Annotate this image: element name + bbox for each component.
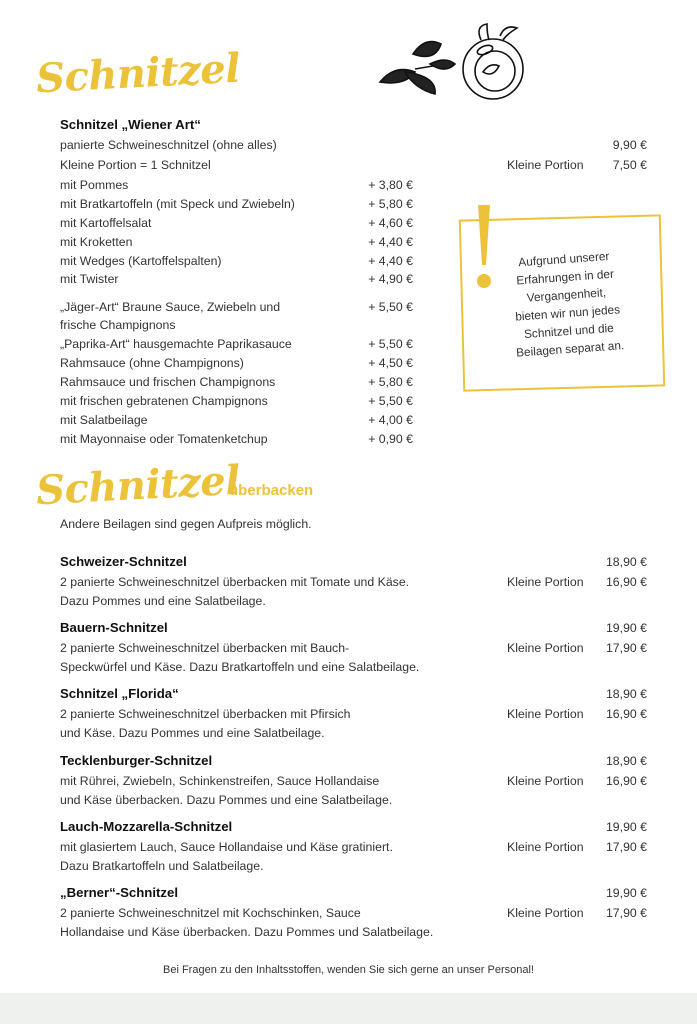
- small-portion-price: 16,90 €: [605, 774, 647, 788]
- extra-price: + 5,80 €: [368, 197, 413, 211]
- dish-desc: 2 panierte Schweineschnitzel überbacken mit Tomate und Käse.: [60, 575, 410, 589]
- footer-note: Bei Fragen zu den Inhaltsstoffen, wenden Sie sich gerne an unser Personal!: [163, 964, 534, 976]
- dish-desc: mit Rührei, Zwiebeln, Schinkenstreifen, Sauce Hollandaise: [60, 774, 380, 788]
- extra-price: + 4,40 €: [368, 235, 413, 249]
- extra-label: mit Wedges (Kartoffelspalten): [60, 254, 222, 268]
- sauce-label: mit frischen gebratenen Champignons: [60, 394, 268, 408]
- dish-name: Schnitzel „Florida“: [60, 686, 179, 701]
- small-portion-price: 16,90 €: [605, 575, 647, 589]
- small-portion-label: Kleine Portion: [507, 906, 584, 920]
- small-portion-label: Kleine Portion: [507, 575, 584, 589]
- dish-desc: panierte Schweineschnitzel (ohne alles): [60, 138, 277, 152]
- dish-desc: und Käse überbacken. Dazu Pommes und eine Salatbeilage.: [60, 793, 393, 807]
- extra-price: + 4,90 €: [368, 272, 413, 286]
- sauce-label: Rahmsauce und frischen Champignons: [60, 375, 276, 389]
- small-portion-label: Kleine Portion: [507, 641, 584, 655]
- dish-desc: 2 panierte Schweineschnitzel überbacken mit Bauch-: [60, 641, 350, 655]
- sauce-label: „Jäger-Art“ Braune Sauce, Zwiebeln und: [60, 300, 281, 314]
- small-portion-label: Kleine Portion: [507, 707, 584, 721]
- dish-price: 18,90 €: [605, 687, 647, 701]
- small-portion-label: Kleine Portion: [507, 840, 584, 854]
- note-line: Schnitzel und die: [523, 320, 615, 342]
- dish-price: 18,90 €: [605, 555, 647, 569]
- dish-name: Schweizer-Schnitzel: [60, 554, 187, 569]
- dish-name-wiener: Schnitzel „Wiener Art“: [60, 117, 201, 132]
- sauce-price: + 0,90 €: [368, 432, 413, 446]
- basil-tomato-illustration: [375, 14, 535, 104]
- dish-name: Bauern-Schnitzel: [60, 620, 168, 635]
- small-portion-price: 16,90 €: [605, 707, 647, 721]
- dish-desc: Dazu Pommes und eine Salatbeilage.: [60, 594, 266, 608]
- sauce-label: mit Mayonnaise oder Tomatenketchup: [60, 432, 268, 446]
- extra-label: mit Pommes: [60, 178, 129, 192]
- note-line: Beilagen separat an.: [515, 338, 625, 360]
- note-line: Vergangenheit,: [526, 285, 607, 305]
- dish-desc: 2 panierte Schweineschnitzel überbacken mit Pfirsich: [60, 707, 351, 721]
- sauce-label: mit Salatbeilage: [60, 413, 148, 427]
- extra-price: + 4,60 €: [368, 216, 413, 230]
- small-portion-label: Kleine Portion: [507, 774, 584, 788]
- sauce-price: + 5,50 €: [368, 394, 413, 408]
- dish-name: Lauch-Mozzarella-Schnitzel: [60, 819, 233, 834]
- dish-price: 9,90 €: [612, 138, 647, 152]
- sauce-price: + 5,80 €: [368, 375, 413, 389]
- sauce-label: Rahmsauce (ohne Champignons): [60, 356, 244, 370]
- sauce-price: + 4,50 €: [368, 356, 413, 370]
- small-portion-price: 17,90 €: [605, 906, 647, 920]
- sauce-label-line2: frische Champignons: [60, 318, 176, 332]
- extra-price: + 3,80 €: [368, 178, 413, 192]
- info-note-text: [488, 245, 645, 363]
- dish-desc: und Käse. Dazu Pommes und eine Salatbeilage.: [60, 726, 325, 740]
- dish-price: 19,90 €: [605, 820, 647, 834]
- section-subtitle: überbacken: [229, 482, 314, 499]
- dish-name: „Berner“-Schnitzel: [60, 885, 178, 900]
- sauce-label: „Paprika-Art“ hausgemachte Paprikasauce: [60, 337, 292, 351]
- small-portion-price: 17,90 €: [605, 840, 647, 854]
- extra-price: + 4,40 €: [368, 254, 413, 268]
- small-portion-label: Kleine Portion: [507, 158, 584, 172]
- dish-desc: Dazu Bratkartoffeln und Salatbeilage.: [60, 859, 264, 873]
- sauce-price: + 4,00 €: [368, 413, 413, 427]
- sauce-price: + 5,50 €: [368, 300, 413, 314]
- extra-label: mit Kartoffelsalat: [60, 216, 152, 230]
- note-line: bieten wir nun jedes: [514, 302, 621, 324]
- small-portion-note: Kleine Portion = 1 Schnitzel: [60, 158, 211, 172]
- note-line: Erfahrungen in der: [515, 266, 615, 288]
- dish-price: 19,90 €: [605, 621, 647, 635]
- small-portion-price: 17,90 €: [605, 641, 647, 655]
- dish-price: 19,90 €: [605, 886, 647, 900]
- section-title-schnitzel-ueberbacken: Schnitzel: [34, 456, 242, 515]
- section-title-schnitzel: Schnitzel: [34, 44, 242, 103]
- extra-label: mit Bratkartoffeln (mit Speck und Zwiebeln): [60, 197, 295, 211]
- dish-desc: mit glasiertem Lauch, Sauce Hollandaise und Käse gratiniert.: [60, 840, 393, 854]
- sauce-price: + 5,50 €: [368, 337, 413, 351]
- dish-desc: Speckwürfel und Käse. Dazu Bratkartoffeln und eine Salatbeilage.: [60, 660, 420, 674]
- dish-price: 18,90 €: [605, 754, 647, 768]
- dish-desc: Hollandaise und Käse überbacken. Dazu Pommes und Salatbeilage.: [60, 925, 434, 939]
- footer-strip: [0, 993, 697, 1024]
- extra-label: mit Twister: [60, 272, 119, 286]
- section-intro: Andere Beilagen sind gegen Aufpreis möglich.: [60, 517, 312, 531]
- dish-name: Tecklenburger-Schnitzel: [60, 753, 213, 768]
- note-line: Aufgrund unserer: [517, 248, 610, 270]
- small-portion-price: 7,50 €: [612, 158, 647, 172]
- dish-desc: 2 panierte Schweineschnitzel mit Kochschinken, Sauce: [60, 906, 361, 920]
- extra-label: mit Kroketten: [60, 235, 133, 249]
